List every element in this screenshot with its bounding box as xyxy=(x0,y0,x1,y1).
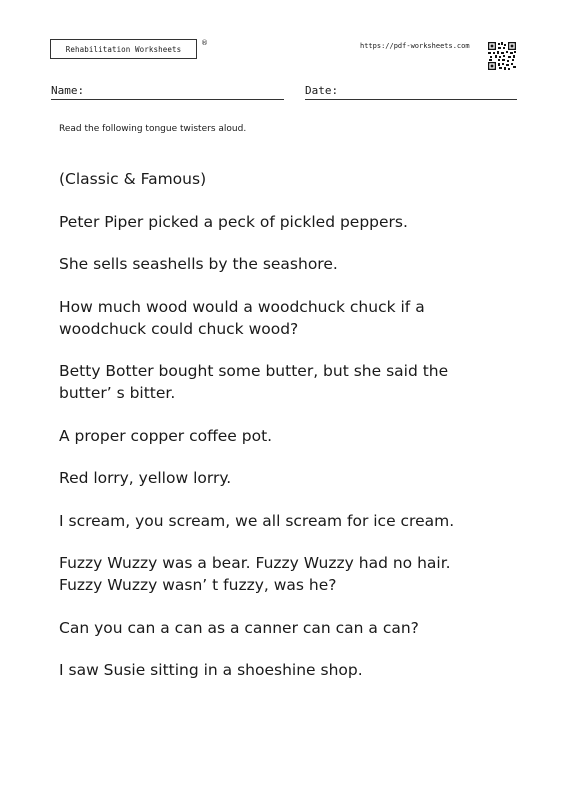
registered-mark: ® xyxy=(201,39,208,47)
tongue-twister: Fuzzy Wuzzy was a bear. Fuzzy Wuzzy had no hair. Fuzzy Wuzzy wasn’ t fuzzy, was he? xyxy=(59,554,451,594)
tongue-twister: Can you can a can as a canner can can a can? xyxy=(59,618,419,637)
section-heading: (Classic & Famous) xyxy=(59,170,207,188)
tongue-twister: I saw Susie sitting in a shoeshine shop. xyxy=(59,661,363,679)
tongue-twister: How much wood would a woodchuck chuck if a woodchuck could chuck wood? xyxy=(59,297,425,338)
tongue-twister: She sells seashells by the seashore. xyxy=(59,255,338,273)
tongue-twister: I scream, you scream, we all scream for ice cream. xyxy=(59,511,455,530)
tongue-twister: Betty Botter bought some butter, but she said the butter’ s bitter. xyxy=(59,362,449,402)
tongue-twister: Peter Piper picked a peck of pickled peppers. xyxy=(59,212,408,231)
tongue-twister: A proper copper coffee pot. xyxy=(59,426,273,445)
instruction-text: Read the following tongue twisters aloud. xyxy=(59,124,247,134)
name-field[interactable]: Name: xyxy=(51,84,284,100)
worksheet-title: Rehabilitation Worksheets xyxy=(50,39,197,59)
website-url[interactable]: https://pdf-worksheets.com xyxy=(360,42,470,50)
tongue-twister: Red lorry, yellow lorry. xyxy=(59,469,232,487)
date-field[interactable]: Date: xyxy=(305,84,517,100)
qr-code-icon xyxy=(488,42,516,70)
tongue-twister-list xyxy=(59,168,509,702)
